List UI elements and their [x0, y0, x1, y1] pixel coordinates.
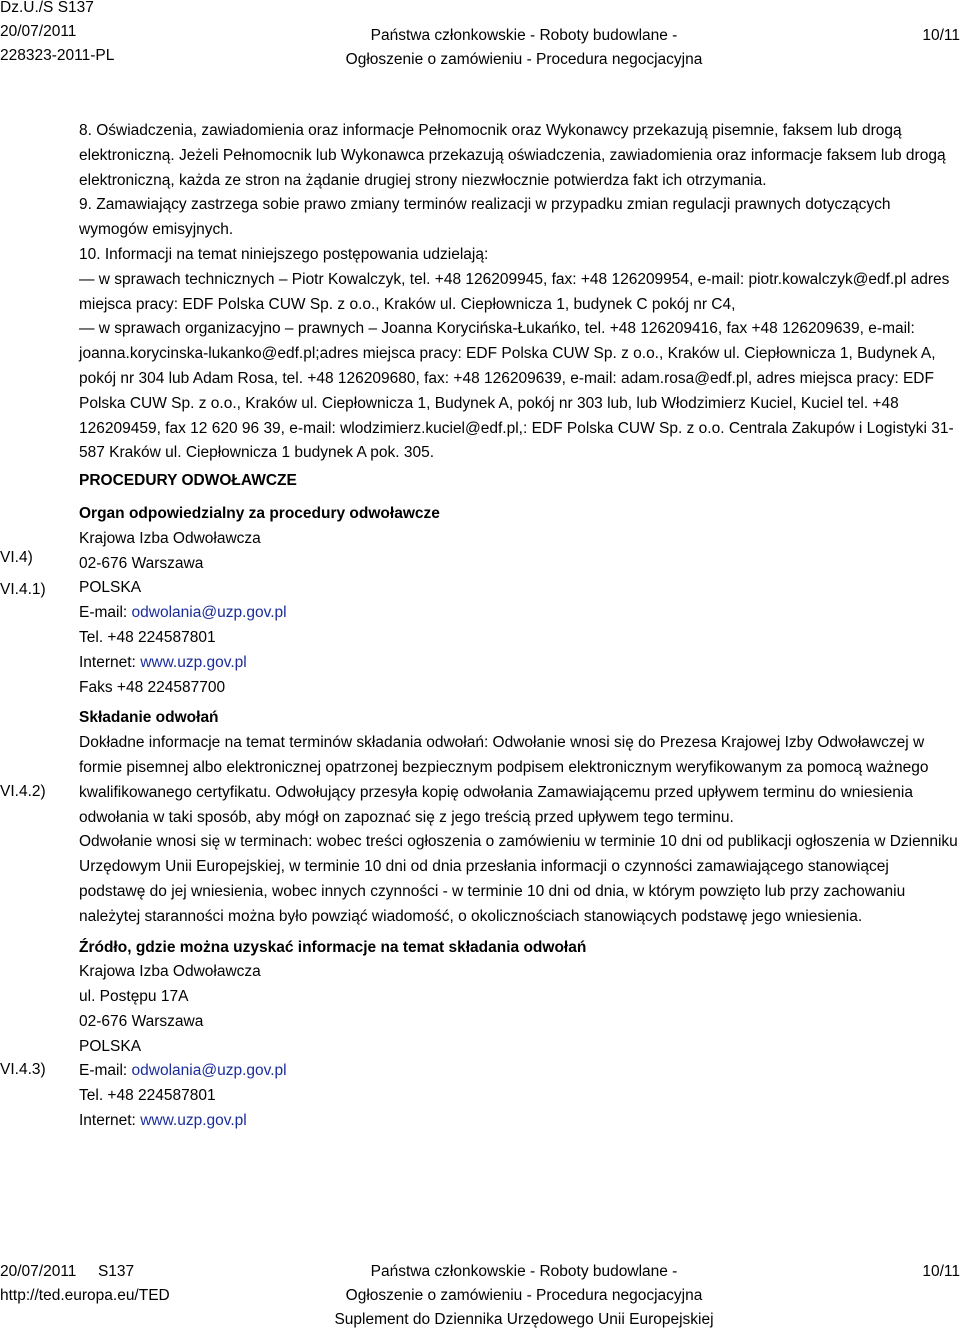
footer-title-2: Ogłoszenie o zamówieniu - Procedura negocjacyjna: [345, 1287, 703, 1304]
vi4-title: PROCEDURY ODWOŁAWCZE: [79, 472, 297, 490]
vi43-body-street: ul. Postępu 17A: [79, 988, 189, 1006]
vi41-internet-line: [79, 651, 959, 676]
vi43-email-line: [79, 1059, 959, 1084]
footer-supplement: Suplement do Dziennika Urzędowego Unii Europejskiej: [334, 1311, 714, 1328]
header-doc-ref: Dz.U./S S137: [0, 0, 94, 16]
label-vi4: VI.4): [0, 549, 33, 566]
vi43-internet-link[interactable]: www.uzp.gov.pl: [140, 1112, 247, 1130]
vi43-section: [79, 936, 959, 1134]
main-content: [79, 119, 959, 1134]
vi41-body-country: POLSKA: [79, 579, 142, 597]
footer-title-1: Państwa członkowskie - Roboty budowlane -: [370, 1263, 678, 1280]
footer-url[interactable]: http://ted.europa.eu/TED: [0, 1287, 170, 1304]
vi43-body-name: Krajowa Izba Odwoławcza: [79, 963, 261, 981]
header-page-number: 10/11: [922, 27, 960, 44]
header-left: [0, 0, 320, 68]
vi42-paragraph-1: Dokładne informacje na temat terminów składania odwołań: Odwołanie wnosi się do Prezesa Krajowej Izby Odwoławczej w formie pisemnej albo elektronicznej opatrzonej bezpiecznym podpisem elektronicznym weryfikowanym za pomocą ważnego kwalifikowanego certyfikatu. Odwołujący przesyła kopię odwołania Zamawiającemu przed upływem terminu do wniesienia odwołania w taki sposób, aby mógł on zapoznać się z jego treścią przed upływem tego terminu.: [79, 734, 929, 826]
page-footer: [0, 1260, 960, 1335]
vi41-fax: Faks +48 224587700: [79, 678, 226, 696]
label-vi42: VI.4.2): [0, 783, 46, 800]
header-center: [284, 24, 764, 72]
footer-center: [284, 1260, 764, 1332]
vi43-internet-label: Internet:: [79, 1112, 141, 1130]
paragraph-8: 8. Oświadczenia, zawiadomienia oraz informacje Pełnomocnik oraz Wykonawcy przekazują pisemnie, faksem lub drogą elektroniczną. Jeżeli Pełnomocnik lub Wykonawca przekazują oświadczenia, zawiadomienia oraz informacje faksem lub drogą elektroniczną, każda ze stron na żądanie drugiej strony niezwłocznie potwierdza fakt ich otrzymania.: [79, 122, 946, 189]
footer-date-ref: 20/07/2011 S137: [0, 1263, 135, 1280]
footer-page-number: 10/11: [922, 1263, 960, 1280]
vi41-body-name: Krajowa Izba Odwoławcza: [79, 529, 261, 547]
vi42-paragraph-2: Odwołanie wnosi się w terminach: wobec treści ogłoszenia o zamówieniu w terminie 10 dni od publikacji ogłoszenia w Dzienniku Urzędowym Unii Europejskiej, w terminie 10 dni od dnia przesłania informacji o czynności zamawiającego stanowiącej podstawę do jej wniesienia, wobec innych czynności - w terminie 10 dni od dnia, w którym powzięto lub przy zachowaniu należytej staranności można było powziąć wiadomość, o okolicznościach stanowiących podstawę jego wniesienia.: [79, 833, 958, 925]
vi41-internet-label: Internet:: [79, 653, 141, 671]
paragraph-10-technical-contact: — w sprawach technicznych – Piotr Kowalczyk, tel. +48 126209945, fax: +48 126209954, e-mail: piotr.kowalczyk@edf.pl adres miejsca pracy: EDF Polska CUW Sp. z o.o., Kraków ul. Ciepłownicza 1, budynek C pokój nr C4,: [79, 270, 950, 313]
header-date: 20/07/2011: [0, 23, 77, 40]
vi43-internet-line: [79, 1109, 959, 1134]
footer-left: [0, 1260, 320, 1308]
vi43-tel: Tel. +48 224587801: [79, 1087, 216, 1105]
vi43-title: Źródło, gdzie można uzyskać informacje na temat składania odwołań: [79, 938, 587, 956]
vi41-internet-link[interactable]: www.uzp.gov.pl: [140, 653, 247, 671]
header-title-2: Ogłoszenie o zamówieniu - Procedura negocjacyjna: [345, 51, 703, 68]
vi43-email-label: E-mail:: [79, 1062, 132, 1080]
page-header: [0, 0, 960, 75]
vi43-email-link[interactable]: odwolania@uzp.gov.pl: [131, 1062, 287, 1080]
vi42-title: Składanie odwołań: [79, 709, 219, 727]
vi41-email-label: E-mail:: [79, 604, 132, 622]
paragraph-9: 9. Zamawiający zastrzega sobie prawo zmiany terminów realizacji w przypadku zmian regulacji prawnych dotyczących wymogów emisyjnych.: [79, 196, 891, 239]
vi41-email-line: [79, 601, 959, 626]
vi41-title: Organ odpowiedzialny za procedury odwoławcze: [79, 504, 440, 522]
vi43-body-country: POLSKA: [79, 1037, 142, 1055]
vi43-body-city: 02-676 Warszawa: [79, 1012, 204, 1030]
label-vi41: VI.4.1): [0, 581, 46, 598]
paragraph-10: 10. Informacji na temat niniejszego postępowania udzielają:: [79, 245, 489, 263]
paragraph-10-legal-contact: — w sprawach organizacyjno – prawnych – Joanna Korycińska-Łukańko, tel. +48 126209416, fax +48 126209639, e-mail: joanna.korycinska-lukanko@edf.pl;adres miejsca pracy: EDF Polska CUW Sp. z o.o., Kraków ul. Ciepłownicza 1, Budynek A, pokój nr 304 lub Adam Rosa, tel. +48 126209680, fax: +48 126209639, e-mail: adam.rosa@edf.pl, adres miejsca pracy: EDF Polska CUW Sp. z o.o., Kraków ul. Ciepłownicza 1, Budynek A, pokój nr 303 lub, lub Włodzimierz Kuciel, Kuciel tel. +48 126209459, fax 12 620 96 39, e-mail: wlodzimierz.kuciel@edf.pl,: EDF Polska CUW Sp. z o.o. Centrala Zakupów i Logistyki 31-587 Kraków ul. Ciepłownicza 1 budynek A pok. 305.: [79, 320, 954, 462]
header-title-1: Państwa członkowskie - Roboty budowlane -: [370, 27, 678, 44]
vi41-tel: Tel. +48 224587801: [79, 628, 216, 646]
vi41-body-city: 02-676 Warszawa: [79, 554, 204, 572]
vi41-email-link[interactable]: odwolania@uzp.gov.pl: [131, 604, 287, 622]
label-vi43: VI.4.3): [0, 1061, 46, 1078]
vi42-section: [79, 706, 959, 929]
vi41-section: [79, 502, 959, 700]
header-notice-id: 228323-2011-PL: [0, 47, 115, 64]
